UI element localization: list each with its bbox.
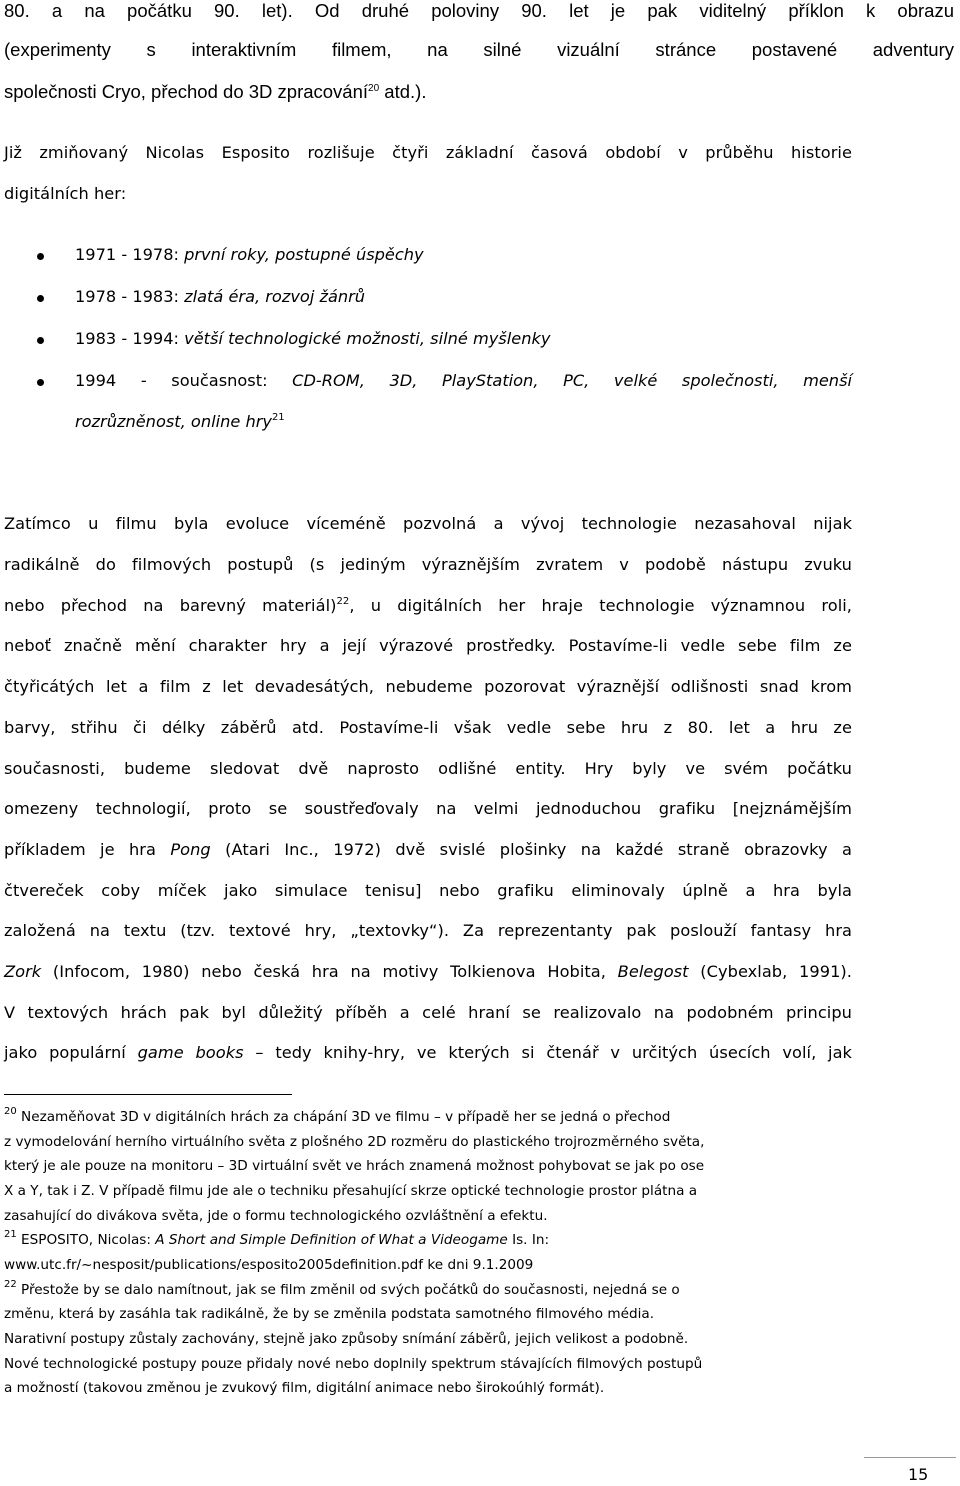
paragraph-text: – tedy knihy-hry, ve kterých si čtenář v určitých úsecích volí, jak — [243, 1043, 852, 1062]
footnote-text: Is. In: — [507, 1232, 550, 1248]
list-item-years: 1978 - 1983: — [75, 287, 185, 306]
paragraph-text: (Infocom, 1980) nebo česká hra na motivy Tolkienova Hobita, — [41, 962, 618, 981]
list-item-years: 1983 - 1994: — [75, 329, 185, 348]
bullet-icon — [37, 379, 44, 386]
paragraph-line: (experimenty s interaktivním filmem, na silné vizuální stránce postavené adventury — [4, 39, 954, 60]
paragraph-line: V textových hrách pak byl důležitý příběh a celé hraní se realizovalo na podobném principu — [4, 1003, 852, 1022]
footnote-text: ESPOSITO, Nicolas: — [16, 1232, 156, 1248]
list-item-desc: větší technologické možnosti, silné myšlenky — [184, 329, 551, 348]
paragraph-text: , u digitálních her hraje technologie významnou roli, — [349, 596, 852, 615]
paragraph-line: založená na textu (tzv. textové hry, „textovky“). Za reprezentanty pak poslouží fantasy hra — [4, 921, 852, 940]
paragraph-line — [4, 1041, 852, 1065]
paragraph-text: jako populární — [4, 1043, 138, 1062]
paragraph-line: omezeny technologií, proto se soustřeďovaly na velmi jednoduchou grafiku [nejznámějším — [4, 799, 852, 818]
footnote-line: změnu, která by zasáhla tak radikálně, že by se změnila podstata samotného filmového média. — [4, 1306, 655, 1322]
paragraph-line: čtyřicátých let a film z let devadesátých, nebudeme pozorovat výraznější odlišnosti snad krom — [4, 677, 852, 696]
footnote-line: který je ale pouze na monitoru – 3D virtuální svět ve hrách znamená možnost pohybovat se jak po ose — [4, 1158, 705, 1174]
game-title: Belegost — [617, 962, 689, 981]
footnote-line — [4, 1280, 854, 1300]
paragraph-line: neboť značně mění charakter hry a její výrazové prostředky. Postavíme-li vedle sebe film ze — [4, 636, 852, 655]
paragraph-line: 80. a na počátku 90. let). Od druhé poloviny 90. let je pak viditelný příklon k obrazu — [4, 0, 954, 21]
list-item-desc: první roky, postupné úspěchy — [184, 245, 424, 264]
paragraph-line: Zatímco u filmu byla evoluce víceméně pozvolná a vývoj technologie nezasahoval nijak — [4, 514, 852, 533]
list-item — [75, 369, 852, 393]
paragraph-line — [4, 838, 852, 862]
list-item-desc: rozrůzněnost, online hry — [75, 412, 272, 431]
paragraph-text: nebo přechod na barevný materiál) — [4, 596, 337, 615]
game-title: Zork — [4, 962, 42, 981]
bullet-icon — [37, 337, 44, 344]
footnote-line: z vymodelování herního virtuálního světa z plošného 2D rozměru do plastického trojrozměrného světa, — [4, 1134, 705, 1150]
footnote-line: Nové technologické postupy pouze přidaly nové nebo doplnily spektrum stávajících filmových postupů — [4, 1356, 703, 1372]
footnote-number: 20 — [4, 1106, 17, 1117]
bullet-icon — [37, 295, 44, 302]
footnote-ref: 22 — [336, 596, 350, 607]
paragraph-text: atd.). — [379, 81, 427, 102]
paragraph-line: digitálních her: — [4, 184, 127, 203]
list-item — [75, 243, 852, 267]
list-item-desc: zlatá éra, rozvoj žánrů — [184, 287, 366, 306]
footnote-text: Přestože by se dalo namítnout, jak se film změnil od svých počátků do současnosti, nejedná se o — [16, 1282, 680, 1298]
paragraph-line: současnosti, budeme sledovat dvě naprosto odlišné entity. Hry byly ve svém počátku — [4, 759, 852, 778]
paragraph-line — [4, 960, 852, 984]
footnote-line — [4, 1107, 854, 1127]
list-item — [75, 285, 852, 309]
paragraph-line: radikálně do filmových postupů (s jediným výraznějším zvratem v podobě nástupu zvuku — [4, 555, 852, 574]
footnote-number: 21 — [4, 1229, 17, 1240]
paragraph-text: společnosti Cryo, přechod do 3D zpracování — [4, 81, 369, 102]
footnote-ref: 20 — [368, 83, 380, 94]
footnote-line: zasahující do divákova světa, jde o formu technologického ozvláštnění a efektu. — [4, 1208, 548, 1224]
paragraph-text: (Atari Inc., 1972) dvě svislé plošinky na každé straně obrazovky a — [210, 840, 852, 859]
footnote-text: Nezaměňovat 3D v digitálních hrách za chápání 3D ve filmu – v případě her se jedná o přechod — [16, 1109, 671, 1125]
paragraph-line — [4, 594, 852, 618]
list-item-years: 1971 - 1978: — [75, 245, 185, 264]
footnote-url: www.utc.fr/~nesposit/publications/esposito2005definition.pdf ke dni 9.1.2009 — [4, 1257, 534, 1273]
paragraph-line: Již zmiňovaný Nicolas Esposito rozlišuje čtyři základní časová období v průběhu historie — [4, 143, 852, 162]
list-item-desc: CD-ROM, 3D, PlayStation, PC, velké společnosti, menší — [292, 371, 852, 390]
paragraph-line: čtvereček coby míček jako simulace tenisu] nebo grafiku eliminovaly úplně a hra byla — [4, 881, 852, 900]
footnote-line: X a Y, tak i Z. V případě filmu jde ale o techniku přesahující skrze optické technologie prostor plátna a — [4, 1183, 698, 1199]
game-title: Pong — [170, 840, 211, 859]
bullet-icon — [37, 253, 44, 260]
page-number-rule — [864, 1457, 956, 1458]
list-item-continuation — [75, 410, 852, 434]
emphasis-text: game books — [137, 1043, 244, 1062]
paragraph-line — [4, 79, 954, 105]
cited-title: A Short and Simple Definition of What a Videogame — [155, 1232, 508, 1248]
page-number: 15 — [908, 1465, 929, 1484]
footnote-ref: 21 — [271, 412, 285, 423]
paragraph-line: barvy, střihu či délky záběrů atd. Postavíme-li však vedle sebe hru z 80. let a hru ze — [4, 718, 852, 737]
paragraph-text: příkladem je hra — [4, 840, 171, 859]
footnote-line — [4, 1230, 854, 1250]
paragraph-text: (Cybexlab, 1991). — [688, 962, 852, 981]
footnote-line: a možností (takovou změnou je zvukový film, digitální animace nebo širokoúhlý formát). — [4, 1380, 605, 1396]
footnote-separator — [4, 1094, 292, 1095]
list-item-years: 1994 - současnost: — [75, 371, 293, 390]
footnote-line: Narativní postupy zůstaly zachovány, stejně jako způsoby snímání záběrů, jejich velikost a podobně. — [4, 1331, 689, 1347]
list-item — [75, 327, 852, 351]
footnote-number: 22 — [4, 1279, 17, 1290]
